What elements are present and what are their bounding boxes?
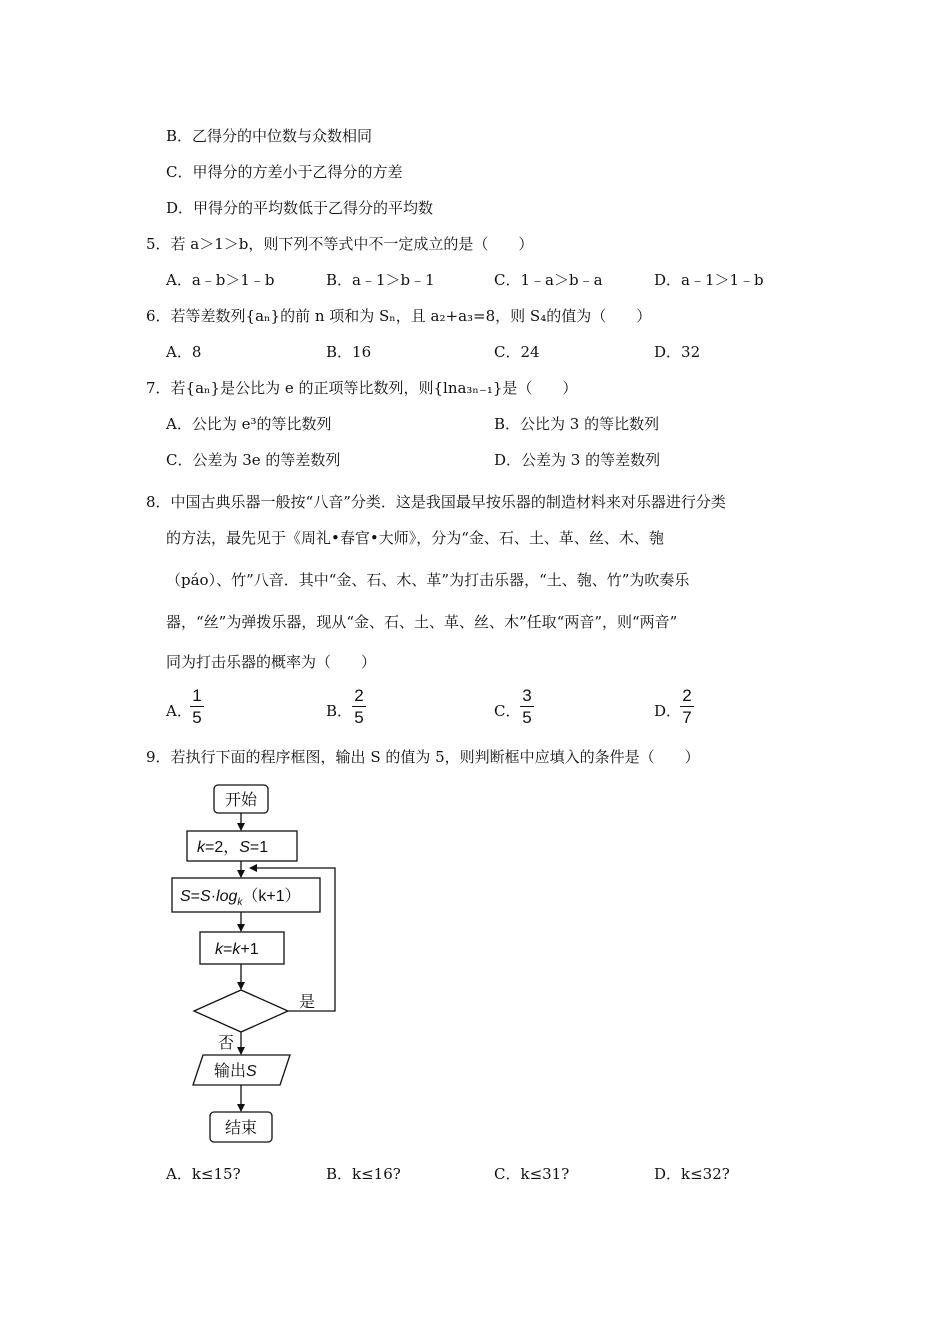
fraction-bar	[680, 706, 694, 707]
q4-option-c: C．甲得分的方差小于乙得分的方差	[166, 163, 403, 181]
q5-option-b: B．a﹣1＞b﹣1	[326, 271, 435, 289]
fraction-numerator: 2	[354, 686, 364, 705]
q9-stem: 9．若执行下面的程序框图，输出 S 的值为 5，则判断框中应填入的条件是（ ）	[146, 748, 700, 766]
q6-stem: 6．若等差数列{aₙ}的前 n 项和为 Sₙ，且 a₂+a₃=8，则 S₄的值为（ ）	[146, 307, 652, 325]
flowchart-init-label	[197, 839, 268, 856]
update-eq: =	[190, 888, 201, 905]
q7-stem: 7．若{aₙ}是公比为 e 的正项等比数列，则{lna₃ₙ₋₁}是（ ）	[146, 379, 578, 397]
q7-option-a: A．公比为 e³的等比数列	[166, 415, 332, 433]
flowchart-output-label	[214, 1061, 257, 1080]
var-s: S	[239, 839, 250, 856]
q7-option-b: B．公比为 3 的等比数列	[494, 415, 660, 433]
fraction-denominator: 7	[682, 708, 692, 727]
q8-option-d-letter: D．	[654, 702, 682, 720]
log-argument: （k+1）	[242, 888, 301, 905]
q8-line-4: 器，“丝”为弹拨乐器，现从“金、石、土、革、丝、木”任取“两音”，则“两音”	[166, 613, 678, 631]
fraction-denominator: 5	[192, 708, 202, 727]
fraction-numerator: 2	[682, 686, 692, 705]
q8-option-b-fraction	[352, 686, 366, 727]
inc-eq: =	[223, 941, 233, 958]
q8-option-c-fraction	[520, 686, 534, 727]
log-text: ·log	[210, 888, 238, 905]
q8-line-3: （páo）、竹”八音．其中“金、石、木、革”为打击乐器，“土、匏、竹”为吹奏乐	[166, 571, 690, 589]
q8-option-d-fraction	[680, 686, 694, 727]
var-s: S	[180, 888, 191, 905]
q8-line-5: 同为打击乐器的概率为（ ）	[166, 653, 377, 671]
q4-option-d: D．甲得分的平均数低于乙得分的平均数	[166, 199, 434, 217]
q5-stem: 5．若 a＞1＞b，则下列不等式中不一定成立的是（ ）	[146, 235, 534, 253]
q6-option-c: C．24	[494, 343, 540, 361]
q6-option-b: B．16	[326, 343, 372, 361]
q5-option-a: A．a﹣b＞1﹣b	[166, 271, 275, 289]
q4-option-b: B．乙得分的中位数与众数相同	[166, 127, 373, 145]
q8-line-2: 的方法，最先见于《周礼•春官•大师》，分为“金、石、土、革、丝、木、匏	[166, 529, 664, 547]
log-subscript: k	[237, 897, 243, 908]
q8-line-1: 8．中国古典乐器一般按“八音”分类．这是我国最早按乐器的制造材料来对乐器进行分类	[146, 493, 726, 511]
flowchart-decision-diamond	[194, 990, 288, 1032]
var-s: S	[200, 888, 211, 905]
fraction-bar	[520, 706, 534, 707]
fraction-denominator: 5	[354, 708, 364, 727]
output-text: 输出	[214, 1061, 247, 1080]
fraction-numerator: 3	[522, 686, 532, 705]
var-k: k	[215, 941, 223, 958]
q5-option-c: C．1﹣a＞b﹣a	[494, 271, 603, 289]
q8-option-b-letter: B．	[326, 702, 353, 720]
q8-option-a-fraction	[190, 686, 204, 727]
inc-plus: +1	[240, 941, 259, 958]
var-k: k	[197, 839, 205, 856]
flowchart-end-label: 结束	[224, 1118, 258, 1137]
q5-option-d: D．a﹣1＞1﹣b	[654, 271, 764, 289]
q7-option-d: D．公差为 3 的等差数列	[494, 451, 661, 469]
flowchart	[160, 780, 360, 1150]
var-k: k	[232, 941, 241, 958]
fraction-bar	[352, 706, 366, 707]
q9-option-b: B．k≤16?	[326, 1165, 401, 1183]
q6-option-a: A．8	[166, 343, 202, 361]
q9-option-d: D．k≤32?	[654, 1165, 730, 1183]
init-eq1: =2，	[205, 839, 240, 856]
flowchart-increment-label	[215, 941, 259, 958]
q9-option-a: A．k≤15?	[166, 1165, 241, 1183]
q7-option-c: C．公差为 3e 的等差数列	[166, 451, 341, 469]
flowchart-yes-label: 是	[299, 992, 316, 1011]
fraction-bar	[190, 706, 204, 707]
fraction-denominator: 5	[522, 708, 532, 727]
var-s: S	[246, 1063, 257, 1080]
init-eq2: =1	[249, 839, 269, 856]
q8-option-a-letter: A．	[166, 702, 192, 720]
flowchart-no-label: 否	[218, 1033, 235, 1052]
q6-option-d: D．32	[654, 343, 701, 361]
q8-option-c-letter: C．	[494, 702, 521, 720]
fraction-numerator: 1	[192, 686, 202, 705]
q9-option-c: C．k≤31?	[494, 1165, 570, 1183]
flowchart-start-label: 开始	[224, 790, 258, 809]
